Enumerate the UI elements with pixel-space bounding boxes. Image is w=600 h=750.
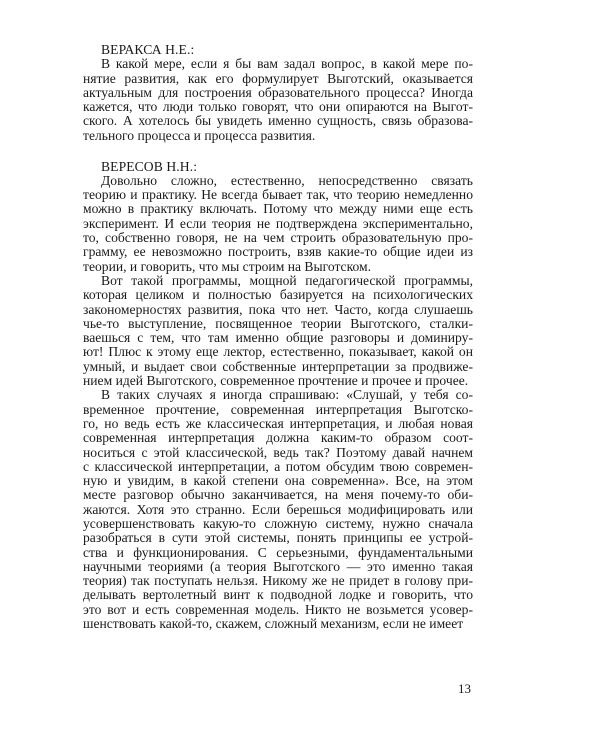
- paragraph: [83, 274, 473, 388]
- text-line: грамму, ее невозможно построить, взяв какие-то общие идеи из: [83, 244, 473, 260]
- text-line: разобраться в сути этой системы, понять принципы ее устрой-: [83, 530, 473, 546]
- text-line: можно в практику включать. Потому что между ними еще есть: [83, 201, 473, 217]
- text-line: шенствовать какой-то, скажем, сложный механизм, если не имеет: [83, 616, 464, 632]
- text-line: носиться с этой классической, ведь так? Поэтому давай начнем: [83, 444, 473, 460]
- text-line: умный, и выдает свои собственные интерпретации за продвиже-: [83, 358, 473, 374]
- text-line: теории, и говорить, что мы строим на Выготском.: [83, 258, 372, 274]
- text-line: ную и увидим, в какой степени она современна». Все, на этом: [83, 473, 473, 489]
- page-number: 13: [458, 681, 471, 696]
- text-line: ского. А хотелось бы увидеть именно сущность, связь образова-: [83, 113, 473, 129]
- text-line: эксперимент. И если теория не подтверждена экспериментально,: [83, 215, 473, 231]
- text-line: Довольно сложно, естественно, непосредственно связать: [101, 172, 473, 188]
- text-line: ваешься с тем, что там именно общие разговоры и доминиру-: [83, 330, 473, 346]
- text-line: с классической интерпретации, а потом обсудим твою современ-: [83, 458, 473, 474]
- page-body: [83, 43, 473, 631]
- speaker-name: ВЕРЕСОВ Н.Н.:: [101, 158, 198, 174]
- text-line: усовершенствовать какую-то сложную систему, нужно сначала: [83, 516, 473, 531]
- paragraph: [83, 388, 473, 631]
- text-line: жаются. Хотя это странно. Если берешься модифицировать или: [83, 501, 473, 517]
- text-line: го, но ведь есть же классическая интерпретация, и любая новая: [83, 415, 473, 431]
- text-line: закономерностях развития, пока что нет. Часто, когда слушаешь: [83, 301, 473, 317]
- section-gap: [83, 143, 473, 160]
- text-line: теорию и практику. Не всегда бывает так, что теорию немедленно: [83, 187, 473, 203]
- text-line: тельного процесса и процесса развития.: [83, 127, 316, 143]
- text-line: научными теориями (а теория Выготского — это именно такая: [83, 558, 473, 574]
- text-line: то, собственно говоря, не на чем строить образовательную про-: [83, 230, 473, 246]
- text-line: кажется, что люди только говорят, что они опираются на Выгот-: [83, 99, 473, 115]
- text-line: современная интерпретация должна каким-то образом соот-: [83, 430, 473, 446]
- paragraph: [83, 57, 473, 143]
- text-line: Вот такой программы, мощной педагогической программы,: [101, 272, 473, 288]
- text-line: теория) так поступать нельзя. Никому же не придет в голову при-: [83, 573, 473, 589]
- text-line: ют! Плюс к этому еще лектор, естественно, показывает, какой он: [83, 344, 473, 360]
- text-line: это вот и есть современная модель. Никто не возьмется усовер-: [83, 601, 473, 617]
- text-line: ства и функционирования. С серьезными, фундаментальными: [83, 544, 473, 560]
- text-line: чье-то выступление, посвященное теории Выготского, сталки-: [83, 315, 473, 331]
- text-line: нятие развития, как его формулирует Выготский, оказывается: [83, 70, 473, 86]
- text-line: актуальным для построения образовательного процесса? Иногда: [83, 84, 473, 100]
- text-line: В таких случаях я иногда спрашиваю: «Слушай, у тебя со-: [101, 387, 473, 403]
- text-line: месте разговор обычно заканчивается, на меня почему-то оби-: [83, 487, 473, 503]
- text-line: делывать вертолетный винт к подводной лодке и говорить, что: [83, 587, 473, 603]
- speaker-name: ВЕРАКСА Н.Е.:: [101, 42, 195, 57]
- text-line: нием идей Выготского, современное прочтение и прочее и прочее.: [83, 373, 469, 389]
- text-line: временное прочтение, современная интерпретация Выготско-: [83, 401, 473, 417]
- text-line: которая целиком и полностью базируется на психологических: [83, 287, 473, 303]
- paragraph: [83, 174, 473, 274]
- text-line: В какой мере, если я бы вам задал вопрос, в какой мере по-: [101, 56, 473, 72]
